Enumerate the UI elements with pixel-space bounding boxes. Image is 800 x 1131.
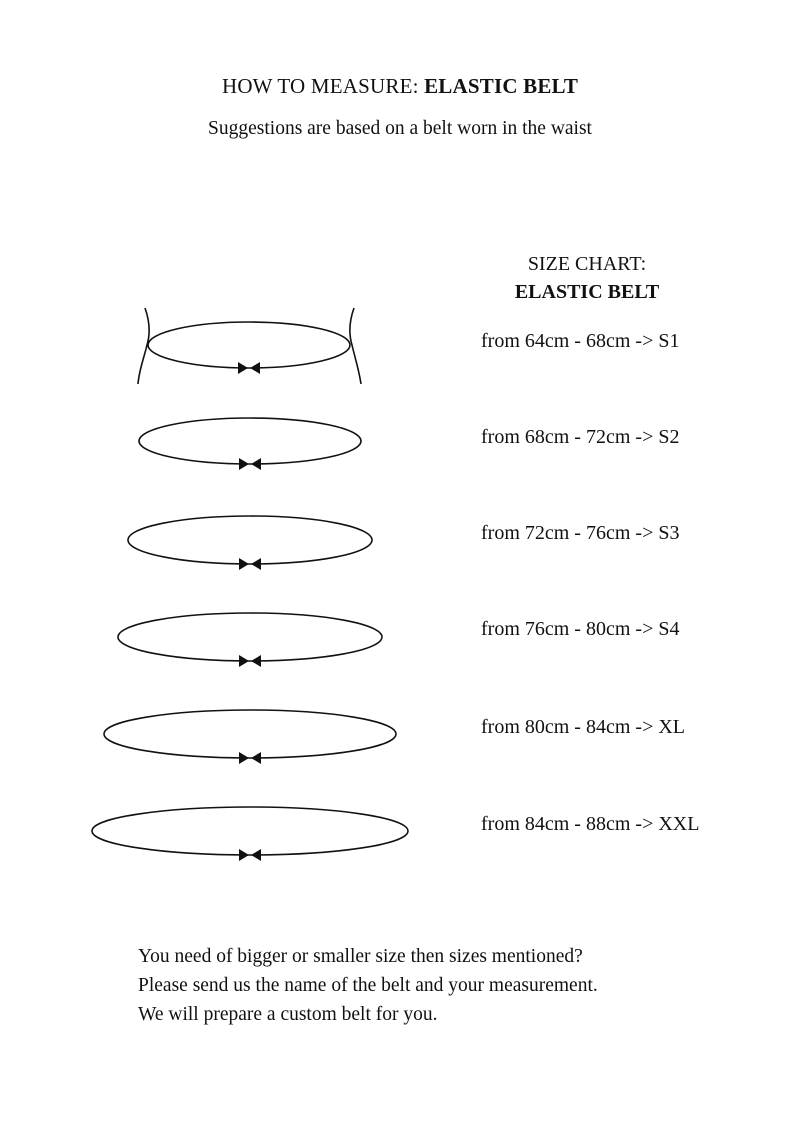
- page-subtitle: Suggestions are based on a belt worn in the waist: [208, 118, 592, 139]
- belt-ellipse-icon: [128, 516, 372, 564]
- belt-s4: [118, 613, 382, 667]
- belt-ellipse-icon: [148, 322, 350, 368]
- size-row-xxl: from 84cm - 88cm -> XXL: [481, 813, 700, 835]
- custom-size-note: [138, 942, 598, 1029]
- belt-s3: [128, 516, 372, 570]
- belt-ellipse-icon: [92, 807, 408, 855]
- size-row-s3: from 72cm - 76cm -> S3: [481, 522, 680, 544]
- belt-s1: [148, 322, 350, 374]
- size-row-s2: from 68cm - 72cm -> S2: [481, 426, 680, 448]
- size-chart-heading-line1: SIZE CHART:: [527, 253, 647, 275]
- belt-ellipse-icon: [104, 710, 396, 758]
- belt-xxl: [92, 807, 408, 861]
- title-prefix: HOW TO MEASURE:: [221, 74, 419, 98]
- size-row-s4: from 76cm - 80cm -> S4: [481, 618, 680, 640]
- size-row-s1: from 64cm - 68cm -> S1: [481, 330, 680, 352]
- belt-ellipse-icon: [118, 613, 382, 661]
- belt-xl: [104, 710, 396, 764]
- waist-outline-icon: [138, 308, 361, 384]
- custom-size-note-line-1: You need of bigger or smaller size then sizes mentioned?: [138, 946, 583, 967]
- custom-size-note-line-2: Please send us the name of the belt and your measurement.: [138, 975, 598, 996]
- size-chart-heading-line2: ELASTIC BELT: [514, 281, 660, 303]
- size-chart-heading: [487, 250, 687, 306]
- belt-s2: [139, 418, 361, 470]
- title-product: ELASTIC BELT: [424, 74, 579, 98]
- custom-size-note-line-3: We will prepare a custom belt for you.: [138, 1004, 438, 1025]
- belt-ellipse-icon: [139, 418, 361, 464]
- size-row-xl: from 80cm - 84cm -> XL: [481, 716, 686, 738]
